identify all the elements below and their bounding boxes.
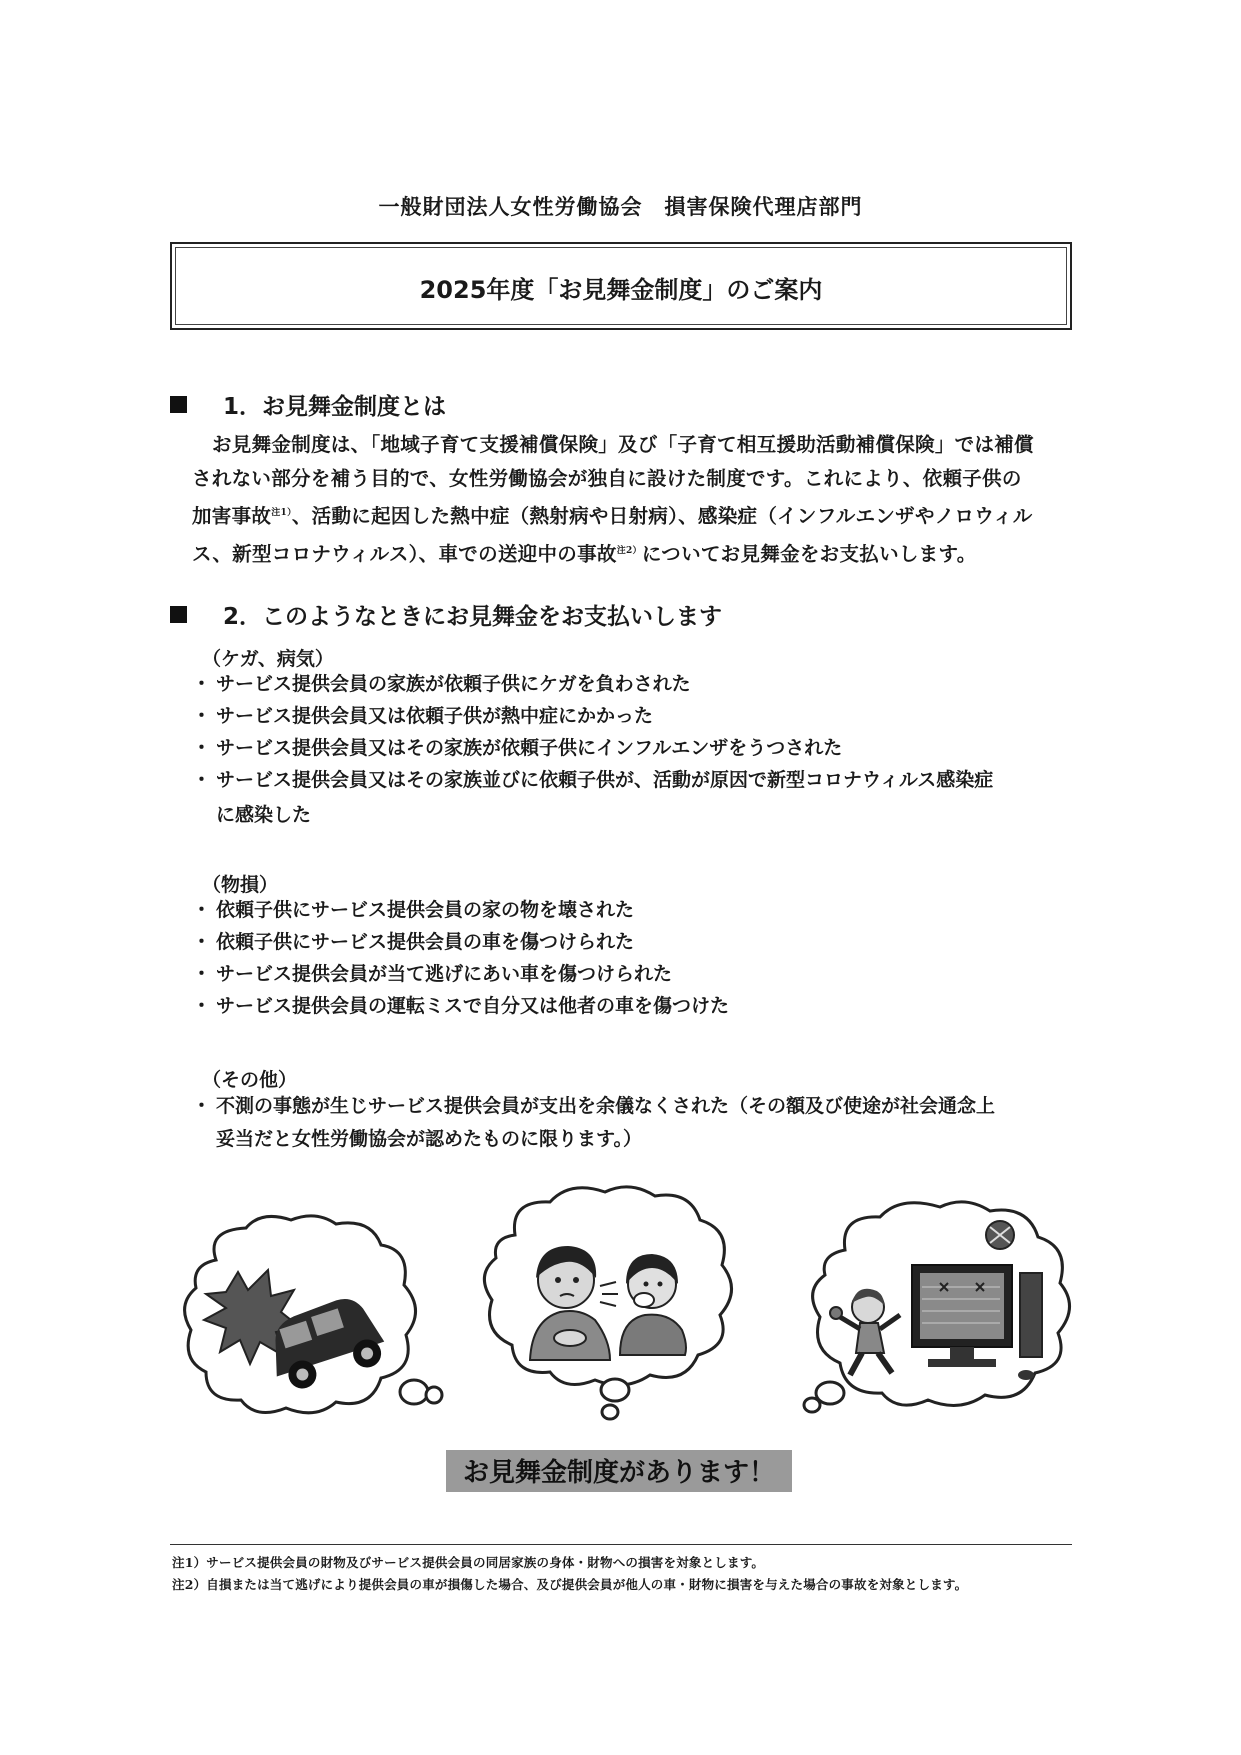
section2-heading-text: 2．このようなときにお見舞金をお支払いします <box>223 604 723 630</box>
other-label: （その他） <box>202 1069 298 1091</box>
list-item: ・ 不測の事態が生じサービス提供会員が支出を余儀なくされた（その額及び使途が社会通念上 <box>198 1090 1078 1122</box>
list-item: ・ 依頼子供にサービス提供会員の車を傷つけられた <box>198 926 1078 958</box>
footnote-2: 注2）自損または当て逃げにより提供会員の車が損傷した場合、及び提供会員が他人の車・財物に損害を与えた場合の事故を対象とします。 <box>172 1577 968 1592</box>
list-item: ・ 依頼子供にサービス提供会員の家の物を壊された <box>198 894 1078 926</box>
list-item: ・ サービス提供会員が当て逃げにあい車を傷つけられた <box>198 958 1078 990</box>
sick-women-icon <box>470 1180 750 1420</box>
banner-text: お見舞金制度があります！ <box>462 1458 775 1488</box>
title-box <box>170 242 1072 330</box>
document-title: 2025年度「お見舞金制度」のご案内 <box>419 276 823 304</box>
body-line: お見舞金制度は、「地域子育て支援補償保険」及び「子育て相互援助活動補償保険」では補償 <box>212 433 1034 456</box>
other-list <box>198 1090 1078 1122</box>
square-bullet-icon <box>170 606 187 623</box>
broken-computer-icon <box>800 1195 1085 1435</box>
body-line: ス、新型コロナウィルス）、車での送迎中の事故$^{注2)}$についてお見舞金をお支払いします。 <box>192 542 977 565</box>
list-item: ・ サービス提供会員の家族が依頼子供にケガを負わされた <box>198 668 1078 700</box>
list-item: ・ サービス提供会員又はその家族並びに依頼子供が、活動が原因で新型コロナウィルス感染症 <box>198 764 1078 796</box>
organization-name: 一般財団法人女性労働協会 損害保険代理店部門 <box>378 195 863 219</box>
square-bullet-icon <box>170 396 187 413</box>
section1-heading-text: 1．お見舞金制度とは <box>223 394 447 420</box>
property-list <box>198 894 1078 1022</box>
list-item: ・ サービス提供会員又は依頼子供が熱中症にかかった <box>198 700 1078 732</box>
car-crash-icon <box>176 1210 446 1430</box>
section1-body <box>192 428 1072 571</box>
list-item: ・ サービス提供会員又はその家族が依頼子供にインフルエンザをうつされた <box>198 732 1078 764</box>
section1-heading <box>170 388 446 421</box>
list-item: ・ サービス提供会員の運転ミスで自分又は他者の車を傷つけた <box>198 990 1078 1022</box>
banner <box>446 1450 792 1492</box>
injury-label: （ケガ、病気） <box>202 648 334 670</box>
section2-heading <box>170 598 722 631</box>
injury-list <box>198 668 1078 796</box>
note-ref-1: 注1） <box>271 508 292 518</box>
list-item-continuation: 妥当だと女性労働協会が認めたものに限ります。） <box>216 1128 642 1150</box>
footnote-divider <box>170 1544 1072 1545</box>
body-line: 加害事故$^{注1)}$、活動に起因した熱中症（熱射病や日射病）、感染症（インフルエンザやノロウィル <box>192 504 1033 528</box>
property-label: （物損） <box>202 874 279 896</box>
note-ref-2: 注2） <box>616 545 642 556</box>
footnote-1: 注1）サービス提供会員の財物及びサービス提供会員の同居家族の身体・財物への損害を対象とします。 <box>172 1555 765 1570</box>
list-item-continuation: に感染した <box>216 804 312 826</box>
body-line: されない部分を補う目的で、女性労働協会が独自に設けた制度です。これにより、依頼子供の <box>192 467 1022 490</box>
